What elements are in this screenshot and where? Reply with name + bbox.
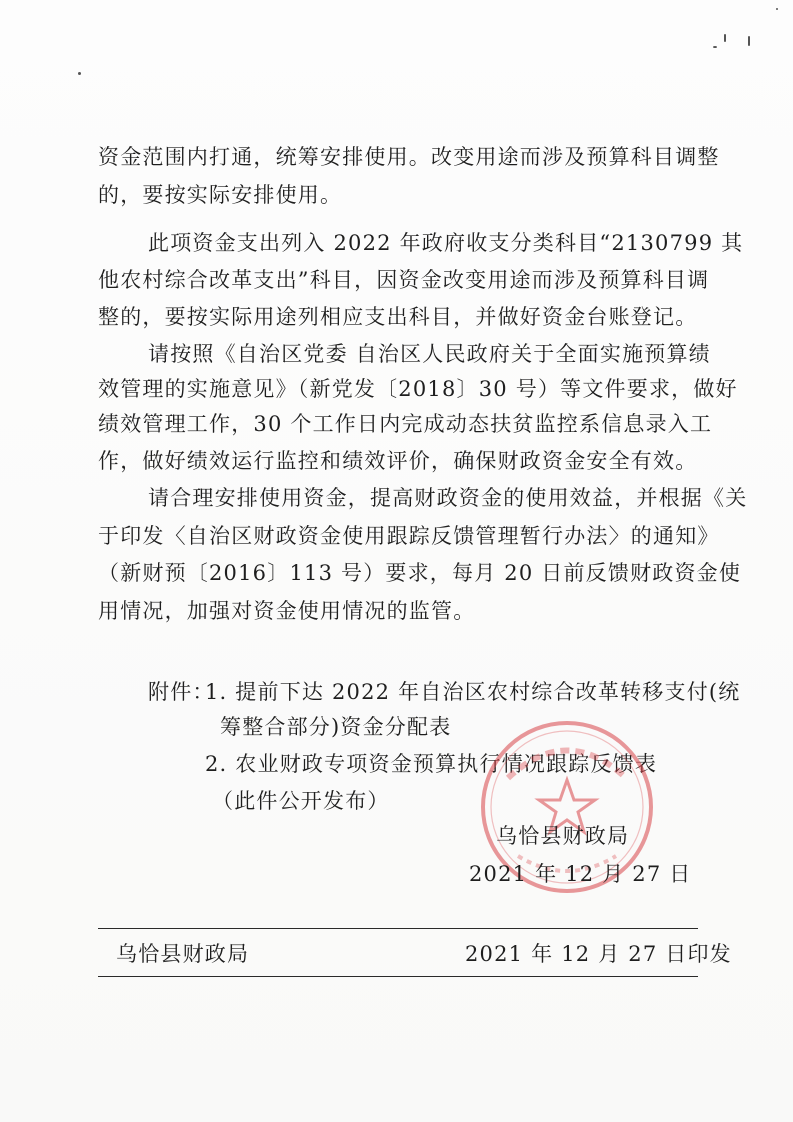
attachment-label: 附件：	[148, 680, 215, 704]
footer-bottom-rule	[98, 976, 698, 977]
body-line: 效管理的实施意见》（新党发〔2018〕30 号）等文件要求，做好	[98, 377, 738, 401]
scan-speck	[78, 72, 81, 75]
attachment-item: 2. 农业财政专项资金预算执行情况跟踪反馈表	[205, 752, 658, 776]
footer-top-rule	[98, 928, 698, 929]
body-line: 作，做好绩效运行监控和绩效评价，确保财政资金安全有效。	[98, 449, 698, 473]
body-line: 请合理安排使用资金，提高财政资金的使用效益，并根据《关	[148, 486, 748, 510]
body-line: 请按照《自治区党委 自治区人民政府关于全面实施预算绩	[148, 342, 711, 366]
scan-speck	[776, 8, 778, 10]
signature-date: 2021 年 12 月 27 日	[469, 862, 692, 886]
body-line: 他农村综合改革支出”科目，因资金改变用途而涉及预算科目调	[98, 268, 710, 292]
signature-org: 乌恰县财政局	[496, 824, 630, 848]
attachment-item: 筹整合部分)资金分配表	[220, 715, 452, 739]
scan-speck	[724, 34, 726, 42]
body-line: （新财预〔2016〕113 号）要求，每月 20 日前反馈财政资金使	[98, 561, 742, 585]
scan-speck	[713, 46, 717, 48]
publication-note: （此件公开发布）	[212, 789, 390, 813]
body-line: 资金范围内打通，统筹安排使用。改变用途而涉及预算科目调整	[98, 145, 720, 169]
attachment-item: 1. 提前下达 2022 年自治区农村综合改革转移支付(统	[205, 680, 741, 704]
body-line: 于印发〈自治区财政资金使用跟踪反馈管理暂行办法〉的通知》	[98, 524, 720, 548]
body-line: 的，要按实际安排使用。	[98, 183, 343, 207]
body-line: 用情况，加强对资金使用情况的监管。	[98, 599, 476, 623]
body-line: 整的，要按实际用途列相应支出科目，并做好资金台账登记。	[98, 305, 698, 329]
footer-org: 乌恰县财政局	[116, 942, 250, 966]
scan-speck	[748, 36, 750, 46]
body-line: 此项资金支出列入 2022 年政府收支分类科目“2130799 其	[148, 231, 744, 255]
body-line: 绩效管理工作，30 个工作日内完成动态扶贫监控系信息录入工	[98, 412, 713, 436]
footer-date: 2021 年 12 月 27 日印发	[465, 942, 732, 966]
